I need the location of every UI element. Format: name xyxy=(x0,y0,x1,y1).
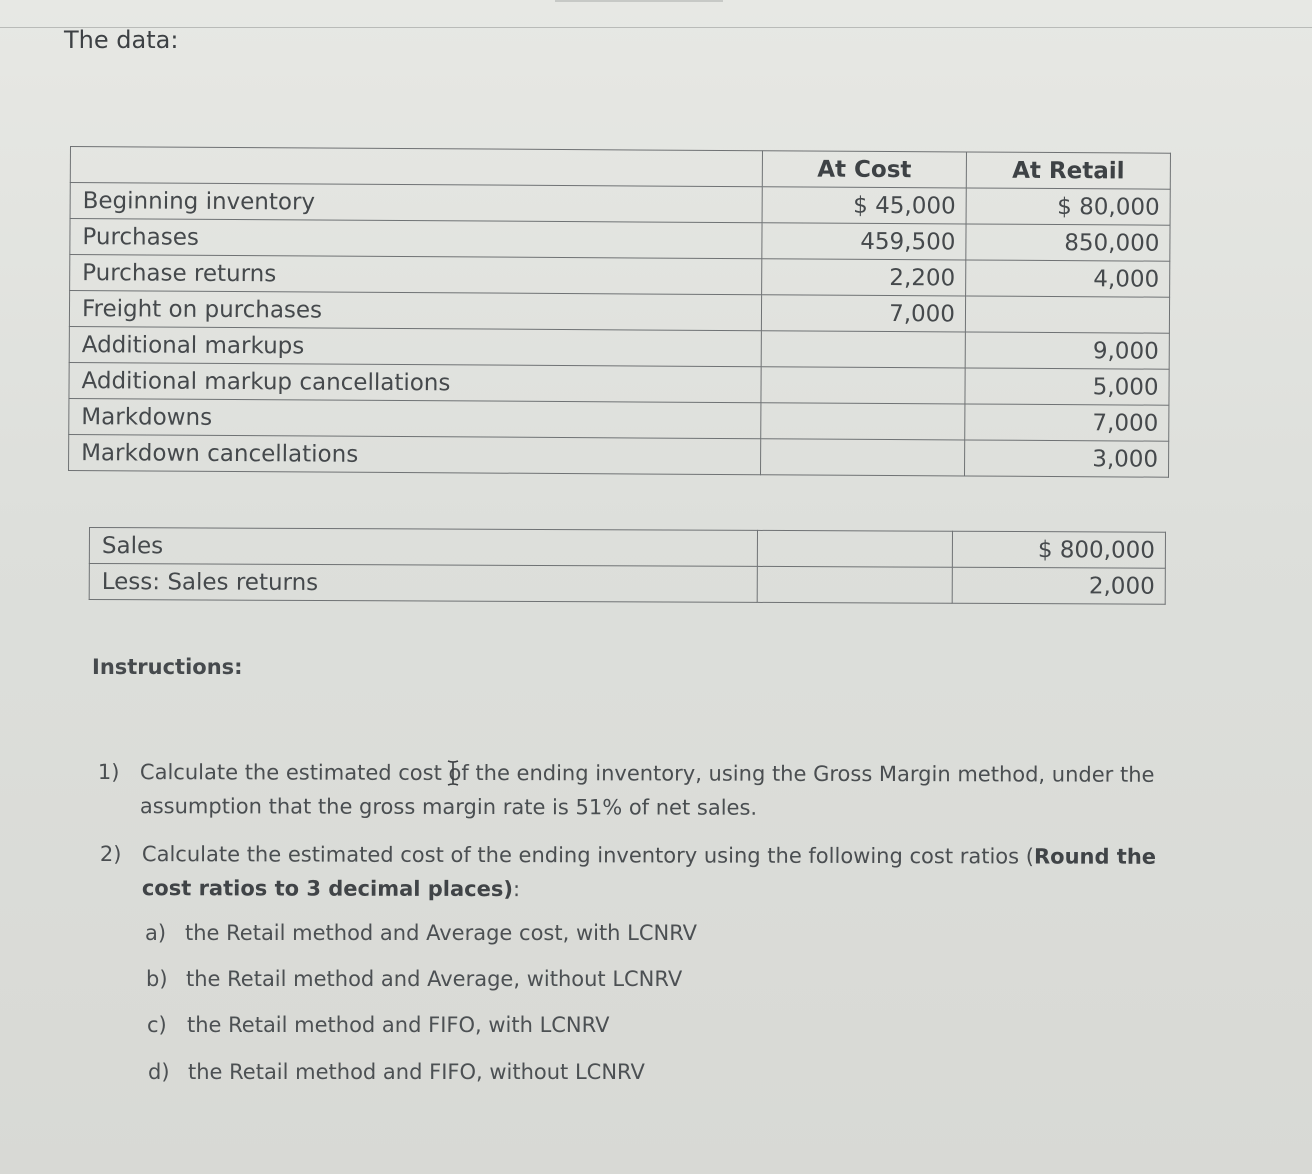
sales-table xyxy=(89,527,1166,605)
row-label: Purchases xyxy=(70,219,762,259)
retail-cell: $ 800,000 xyxy=(952,531,1165,568)
cost-cell: $ 45,000 xyxy=(762,187,966,224)
inventory-table xyxy=(68,146,1171,478)
cost-cell: 2,200 xyxy=(762,259,966,296)
sub-item-c xyxy=(147,1013,609,1037)
row-label: Freight on purchases xyxy=(69,291,761,331)
row-label: Beginning inventory xyxy=(70,183,762,223)
question-text-bold: Round the cost ratios to 3 decimal places) xyxy=(141,844,1157,902)
instructions-heading: Instructions: xyxy=(92,655,243,679)
sub-item-a xyxy=(145,921,697,945)
question-number: 2) xyxy=(99,842,122,867)
question-2 xyxy=(100,837,1180,908)
table-row xyxy=(89,564,1165,605)
row-label: Additional markups xyxy=(69,326,761,366)
retail-cell: $ 80,000 xyxy=(966,188,1170,225)
row-label: Sales xyxy=(89,528,757,567)
cost-cell: 7,000 xyxy=(761,295,965,332)
retail-cell: 3,000 xyxy=(965,440,1169,477)
header-at-retail: At Retail xyxy=(966,152,1170,189)
table-row xyxy=(69,434,1169,477)
question-text: Calculate the estimated cost of the ending inventory, using the Gross Margin method, under the assumption that the gross margin rate is 51% of net sales. xyxy=(139,760,1155,820)
row-label: Purchase returns xyxy=(70,255,762,295)
question-1 xyxy=(98,755,1178,826)
question-text xyxy=(142,837,1180,908)
retail-cell: 2,000 xyxy=(952,567,1165,604)
sub-item-text: the Retail method and Average, without LCNRV xyxy=(186,967,683,991)
sub-item-d xyxy=(148,1060,645,1084)
sub-item-letter: b) xyxy=(146,967,168,991)
retail-cell xyxy=(965,296,1169,333)
question-text-main: Calculate the estimated cost of the ending inventory using the following cost ratios ( xyxy=(141,842,1035,869)
row-label: Additional markup cancellations xyxy=(69,362,761,402)
cost-cell xyxy=(761,331,965,368)
sub-item-text: the Retail method and Average cost, with LCNRV xyxy=(185,921,698,945)
cost-cell xyxy=(757,566,952,603)
cost-cell xyxy=(757,530,952,567)
sub-item-b xyxy=(146,967,682,991)
top-tab-edge xyxy=(555,0,723,2)
cost-cell xyxy=(761,367,965,404)
table-row xyxy=(89,528,1165,569)
sub-item-text: the Retail method and FIFO, with LCNRV xyxy=(187,1013,610,1037)
retail-cell: 4,000 xyxy=(966,260,1170,297)
sub-item-letter: d) xyxy=(148,1060,170,1084)
cost-cell xyxy=(761,403,965,440)
cost-cell xyxy=(761,439,965,476)
sub-item-text: the Retail method and FIFO, without LCNRV xyxy=(188,1060,645,1084)
retail-cell: 5,000 xyxy=(965,368,1169,405)
row-label: Markdown cancellations xyxy=(69,434,761,474)
retail-cell: 9,000 xyxy=(965,332,1169,369)
top-divider xyxy=(0,27,1312,28)
retail-cell: 7,000 xyxy=(965,404,1169,441)
sub-item-letter: c) xyxy=(147,1013,167,1037)
header-blank xyxy=(70,147,762,187)
sub-item-letter: a) xyxy=(145,921,167,945)
page-title: The data: xyxy=(64,26,179,54)
retail-cell: 850,000 xyxy=(966,224,1170,261)
cost-cell: 459,500 xyxy=(762,223,966,260)
text-cursor-icon xyxy=(446,760,460,786)
header-at-cost: At Cost xyxy=(762,151,966,188)
row-label: Markdowns xyxy=(69,398,761,438)
question-number: 1) xyxy=(97,760,120,785)
row-label: Less: Sales returns xyxy=(89,564,757,603)
question-text-end: : xyxy=(512,877,521,902)
